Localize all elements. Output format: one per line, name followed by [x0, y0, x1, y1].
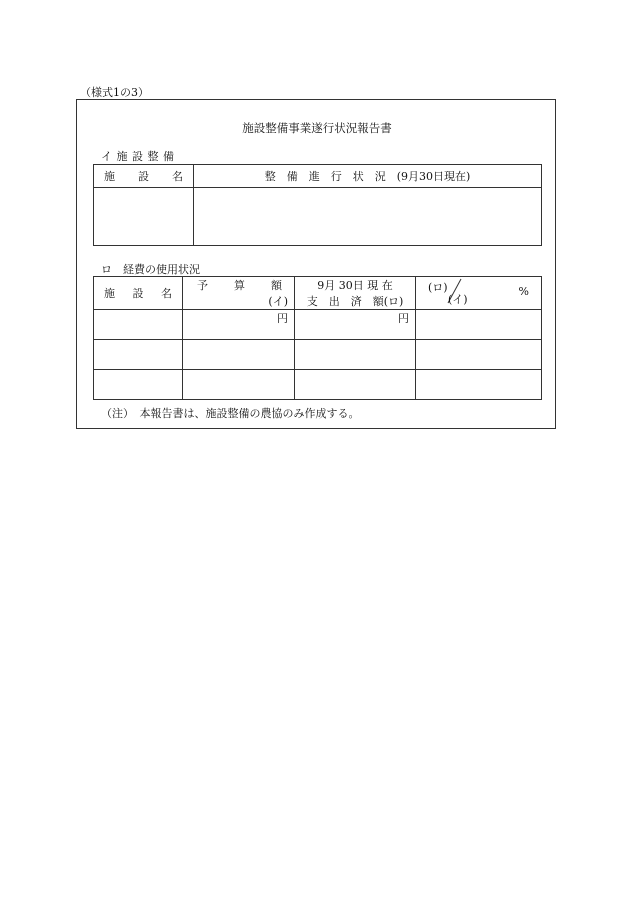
budget-cell[interactable]: [183, 310, 295, 340]
ratio-percent-unit: %: [518, 285, 529, 298]
form-number-label: （様式1の3）: [80, 86, 149, 99]
table-row: [94, 370, 542, 400]
ratio-cell[interactable]: [416, 340, 542, 370]
table-row: [94, 310, 542, 340]
facility-name-cell[interactable]: [94, 370, 183, 400]
report-frame: [76, 99, 556, 429]
facility-name-cell[interactable]: [94, 310, 183, 340]
budget-cell[interactable]: [183, 370, 295, 400]
ratio-numerator: (ロ): [428, 281, 448, 294]
header-facility-name: 施 設 名: [94, 165, 194, 188]
ratio-denominator: (イ): [448, 293, 468, 306]
progress-status-cell[interactable]: [194, 188, 542, 246]
ratio-cell[interactable]: [416, 370, 542, 400]
spent-cell[interactable]: [295, 370, 416, 400]
footnote: （注） 本報告書は、施設整備の農協のみ作成する。: [101, 407, 360, 420]
budget-cell[interactable]: [183, 340, 295, 370]
header-progress-status: 整 備 進 行 状 況 (9月30日現在): [194, 165, 542, 188]
yen-unit: 円: [277, 312, 288, 325]
header-budget-amount: 予 算 額 (イ): [183, 277, 295, 310]
spent-cell[interactable]: [295, 310, 416, 340]
ratio-cell[interactable]: [416, 310, 542, 340]
expense-usage-table: [93, 276, 542, 400]
table-row: [94, 340, 542, 370]
facility-progress-table: [93, 164, 542, 246]
spent-cell[interactable]: [295, 340, 416, 370]
header-execution-ratio: [416, 277, 542, 310]
header-spent-amount: 9月 30日 現 在 支 出 済 額(ロ): [295, 277, 416, 310]
report-title: 施設整備事業遂行状況報告書: [242, 121, 392, 135]
section-facility-heading: イ 施 設 整 備: [101, 150, 175, 163]
facility-name-cell[interactable]: [94, 340, 183, 370]
yen-unit: 円: [398, 312, 409, 325]
section-expense-heading: ロ 経費の使用状況: [101, 263, 200, 276]
header-facility-name: 施 設 名: [94, 277, 183, 310]
facility-name-cell[interactable]: [94, 188, 194, 246]
